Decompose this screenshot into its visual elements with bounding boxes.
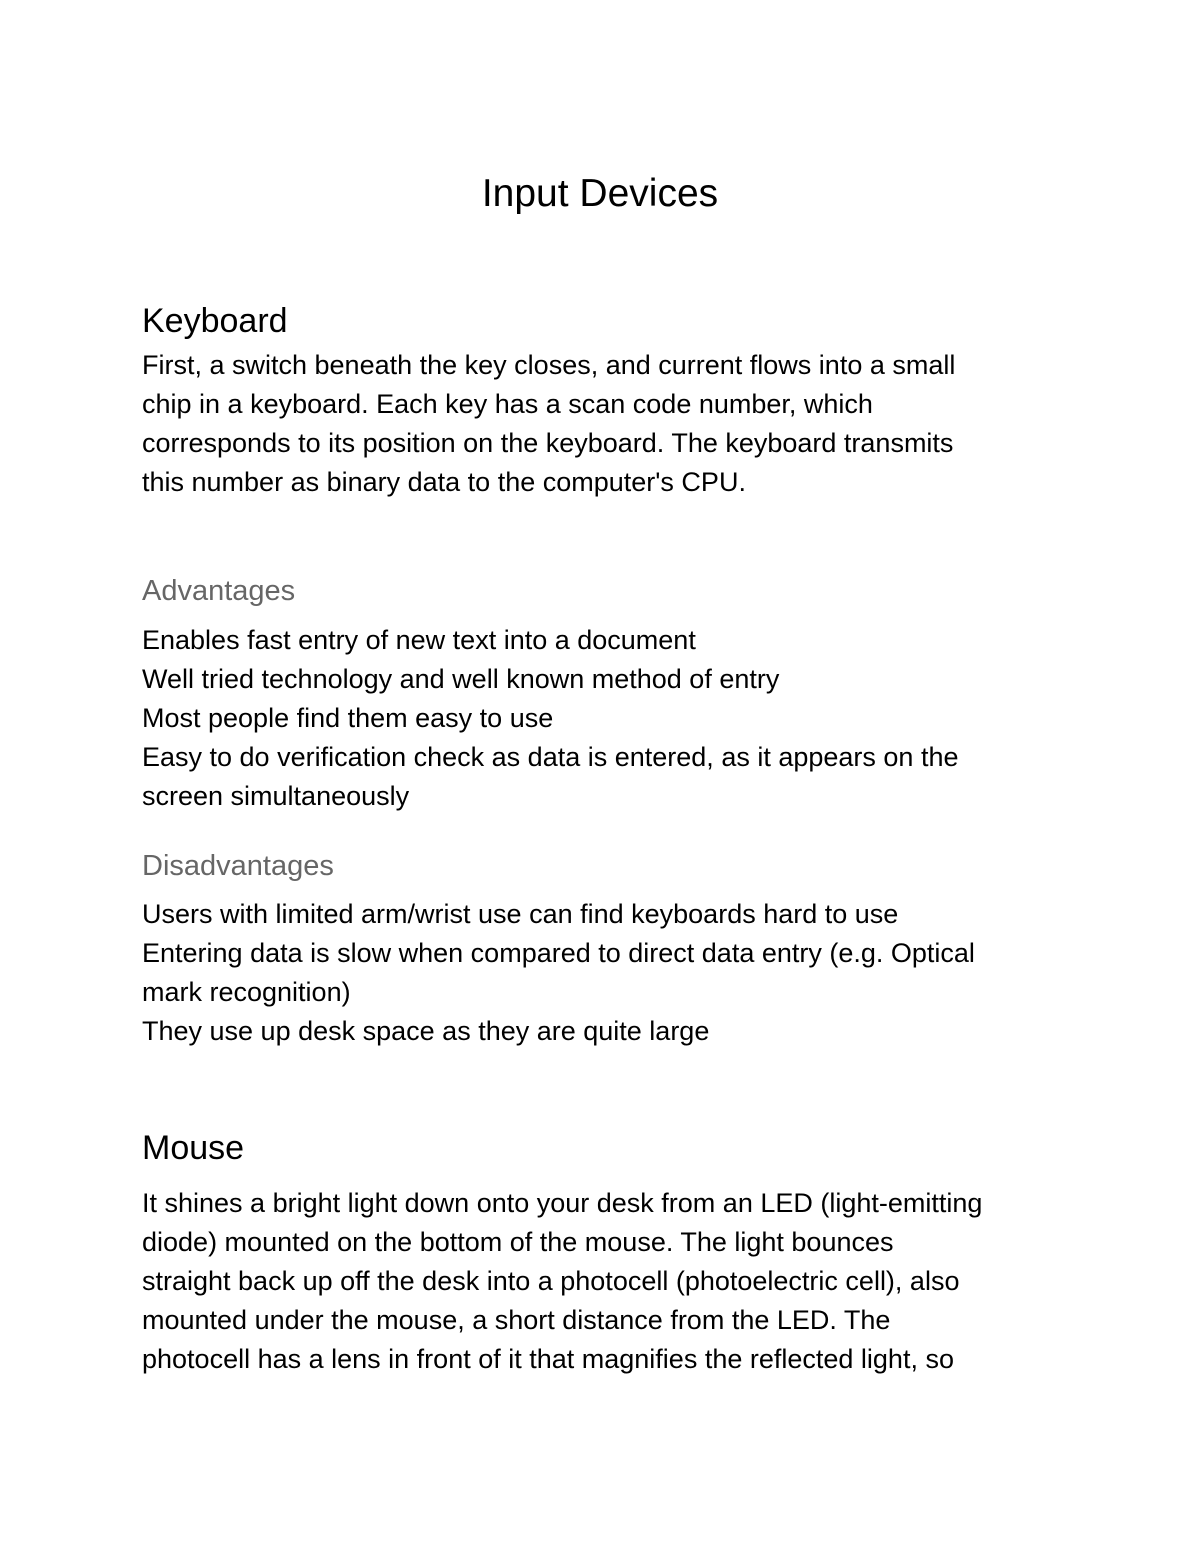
keyboard-description-line: corresponds to its position on the keyboard. The keyboard transmits xyxy=(142,428,954,458)
advantage-line: Easy to do verification check as data is entered, as it appears on the xyxy=(142,742,959,772)
disadvantage-line: mark recognition) xyxy=(142,977,351,1007)
keyboard-description-line: chip in a keyboard. Each key has a scan code number, which xyxy=(142,389,873,419)
keyboard-description xyxy=(142,346,1082,502)
keyboard-section xyxy=(142,301,1082,341)
advantages-section xyxy=(142,574,1082,608)
mouse-description-line: straight back up off the desk into a photocell (photoelectric cell), also xyxy=(142,1266,960,1296)
mouse-heading: Mouse xyxy=(142,1129,245,1167)
advantage-line: screen simultaneously xyxy=(142,781,410,811)
disadvantage-line: Users with limited arm/wrist use can find keyboards hard to use xyxy=(142,899,899,929)
keyboard-heading: Keyboard xyxy=(142,302,288,340)
keyboard-description-line: First, a switch beneath the key closes, and current flows into a small xyxy=(142,350,956,380)
page-title: Input Devices xyxy=(481,172,719,215)
advantage-line: Enables fast entry of new text into a document xyxy=(142,625,696,655)
mouse-description-line: mounted under the mouse, a short distance from the LED. The xyxy=(142,1305,891,1335)
keyboard-description-line: this number as binary data to the computer's CPU. xyxy=(142,467,746,497)
disadvantage-line: They use up desk space as they are quite large xyxy=(142,1016,710,1046)
advantage-line: Well tried technology and well known method of entry xyxy=(142,664,780,694)
mouse-description xyxy=(142,1184,1082,1379)
advantages-heading: Advantages xyxy=(142,575,296,607)
disadvantage-line: Entering data is slow when compared to direct data entry (e.g. Optical xyxy=(142,938,975,968)
mouse-description-line: photocell has a lens in front of it that magnifies the reflected light, so xyxy=(142,1344,954,1374)
mouse-description-line: diode) mounted on the bottom of the mouse. The light bounces xyxy=(142,1227,894,1257)
mouse-section xyxy=(142,1128,1082,1168)
disadvantages-section xyxy=(142,849,1082,883)
advantage-line: Most people find them easy to use xyxy=(142,703,554,733)
disadvantages-list xyxy=(142,895,1082,1051)
disadvantages-heading: Disadvantages xyxy=(142,850,334,882)
advantages-list xyxy=(142,621,1082,816)
mouse-description-line: It shines a bright light down onto your desk from an LED (light-emitting xyxy=(142,1188,983,1218)
